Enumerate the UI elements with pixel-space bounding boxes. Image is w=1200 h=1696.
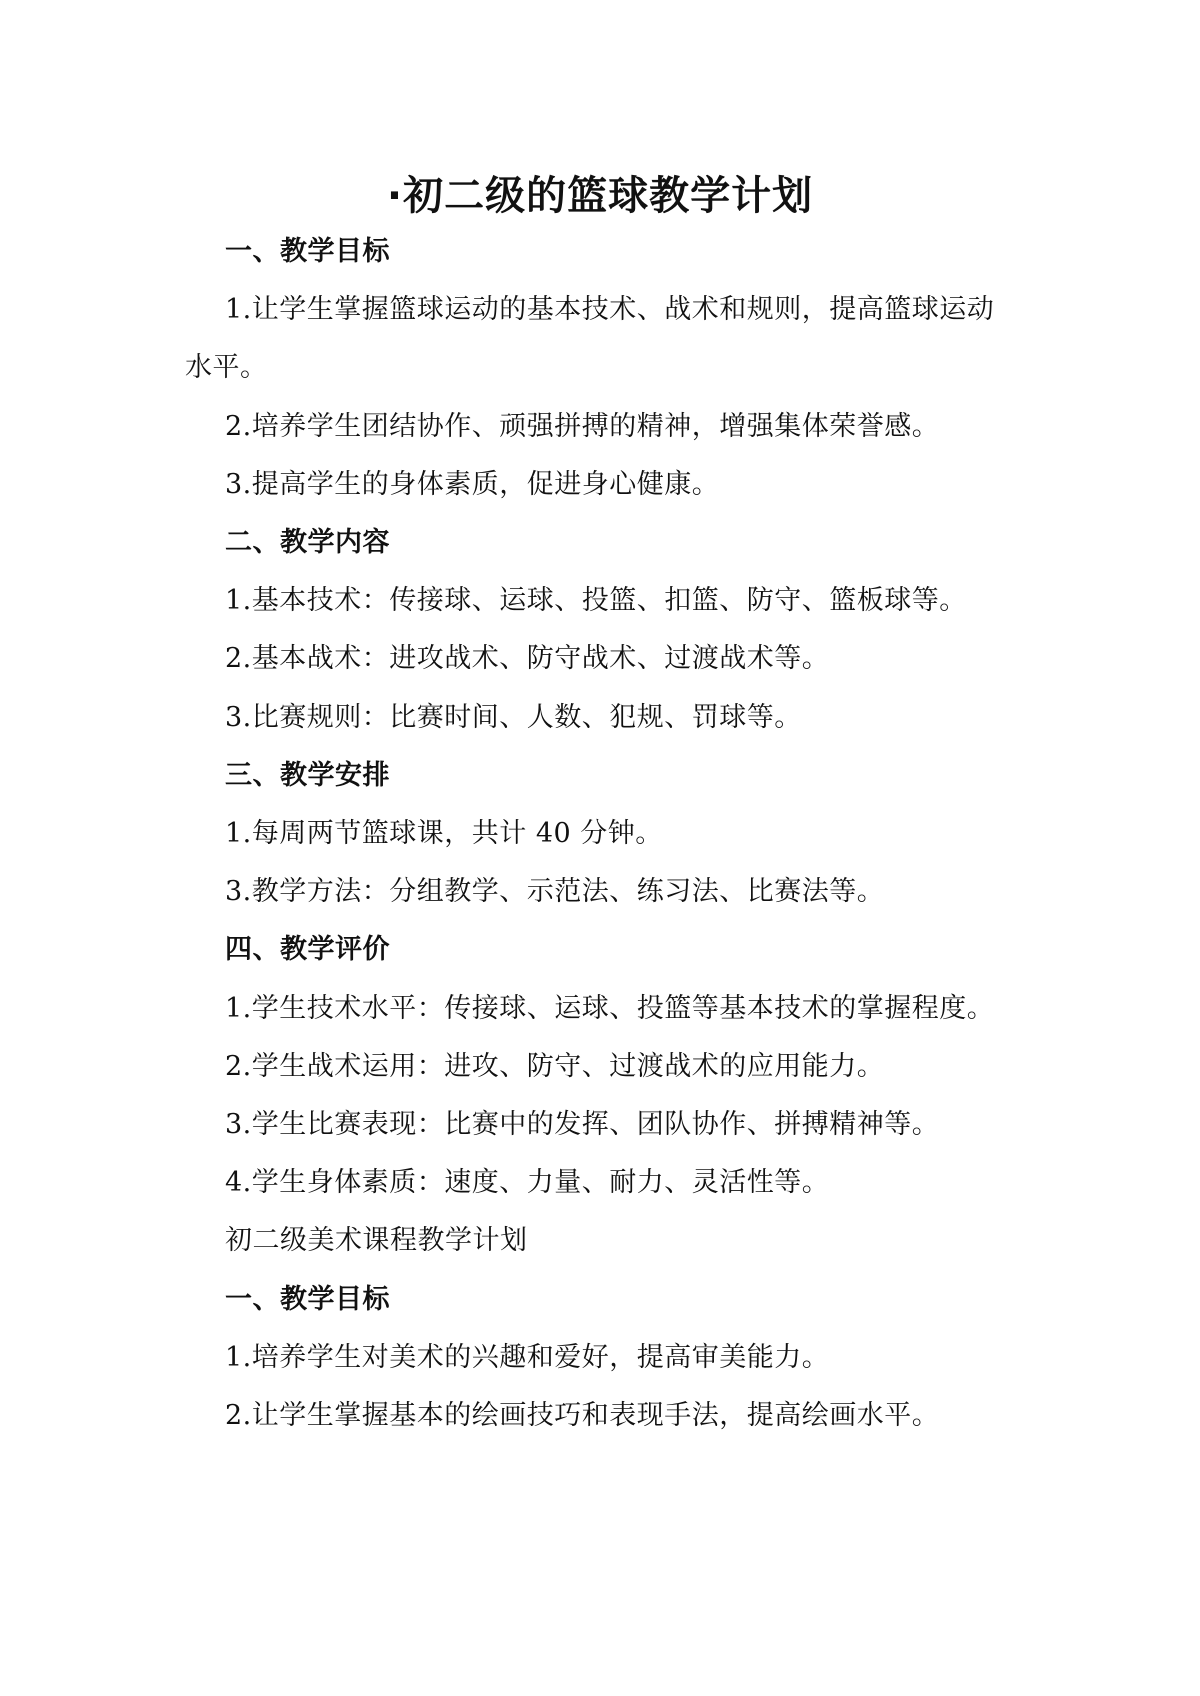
paragraph-line: 2.基本战术：进攻战术、防守战术、过渡战术等。: [225, 643, 830, 674]
paragraph-line: 1.培养学生对美术的兴趣和爱好，提高审美能力。: [225, 1342, 830, 1373]
paragraph-line: 1.学生技术水平：传接球、运球、投篮等基本技术的掌握程度。: [225, 993, 995, 1024]
section-heading: 一、教学目标: [225, 236, 390, 267]
page-title: ·初二级的篮球教学计划: [386, 173, 814, 219]
paragraph-line: 3.学生比赛表现：比赛中的发挥、团队协作、拼搏精神等。: [225, 1109, 940, 1140]
paragraph-line: 3.提高学生的身体素质，促进身心健康。: [225, 469, 720, 500]
paragraph-continuation: 水平。: [185, 352, 268, 383]
paragraph-line: 2.让学生掌握基本的绘画技巧和表现手法，提高绘画水平。: [225, 1400, 940, 1431]
section-heading: 一、教学目标: [225, 1284, 390, 1315]
paragraph-line: 4.学生身体素质：速度、力量、耐力、灵活性等。: [225, 1167, 830, 1198]
paragraph-line: 1.让学生掌握篮球运动的基本技术、战术和规则，提高篮球运动: [225, 294, 995, 325]
section-heading: 二、教学内容: [225, 527, 390, 558]
paragraph-line: 2.学生战术运用：进攻、防守、过渡战术的应用能力。: [225, 1051, 885, 1082]
paragraph-line: 3.教学方法：分组教学、示范法、练习法、比赛法等。: [225, 876, 885, 907]
paragraph-line: 1.基本技术：传接球、运球、投篮、扣篮、防守、篮板球等。: [225, 585, 967, 616]
paragraph-line: 3.比赛规则：比赛时间、人数、犯规、罚球等。: [225, 702, 802, 733]
section-heading: 三、教学安排: [225, 760, 390, 791]
section-heading: 四、教学评价: [225, 934, 390, 965]
paragraph-line: 1.每周两节篮球课，共计 40 分钟。: [225, 818, 663, 849]
paragraph-line: 初二级美术课程教学计划: [225, 1225, 528, 1256]
paragraph-line: 2.培养学生团结协作、顽强拼搏的精神，增强集体荣誉感。: [225, 411, 940, 442]
